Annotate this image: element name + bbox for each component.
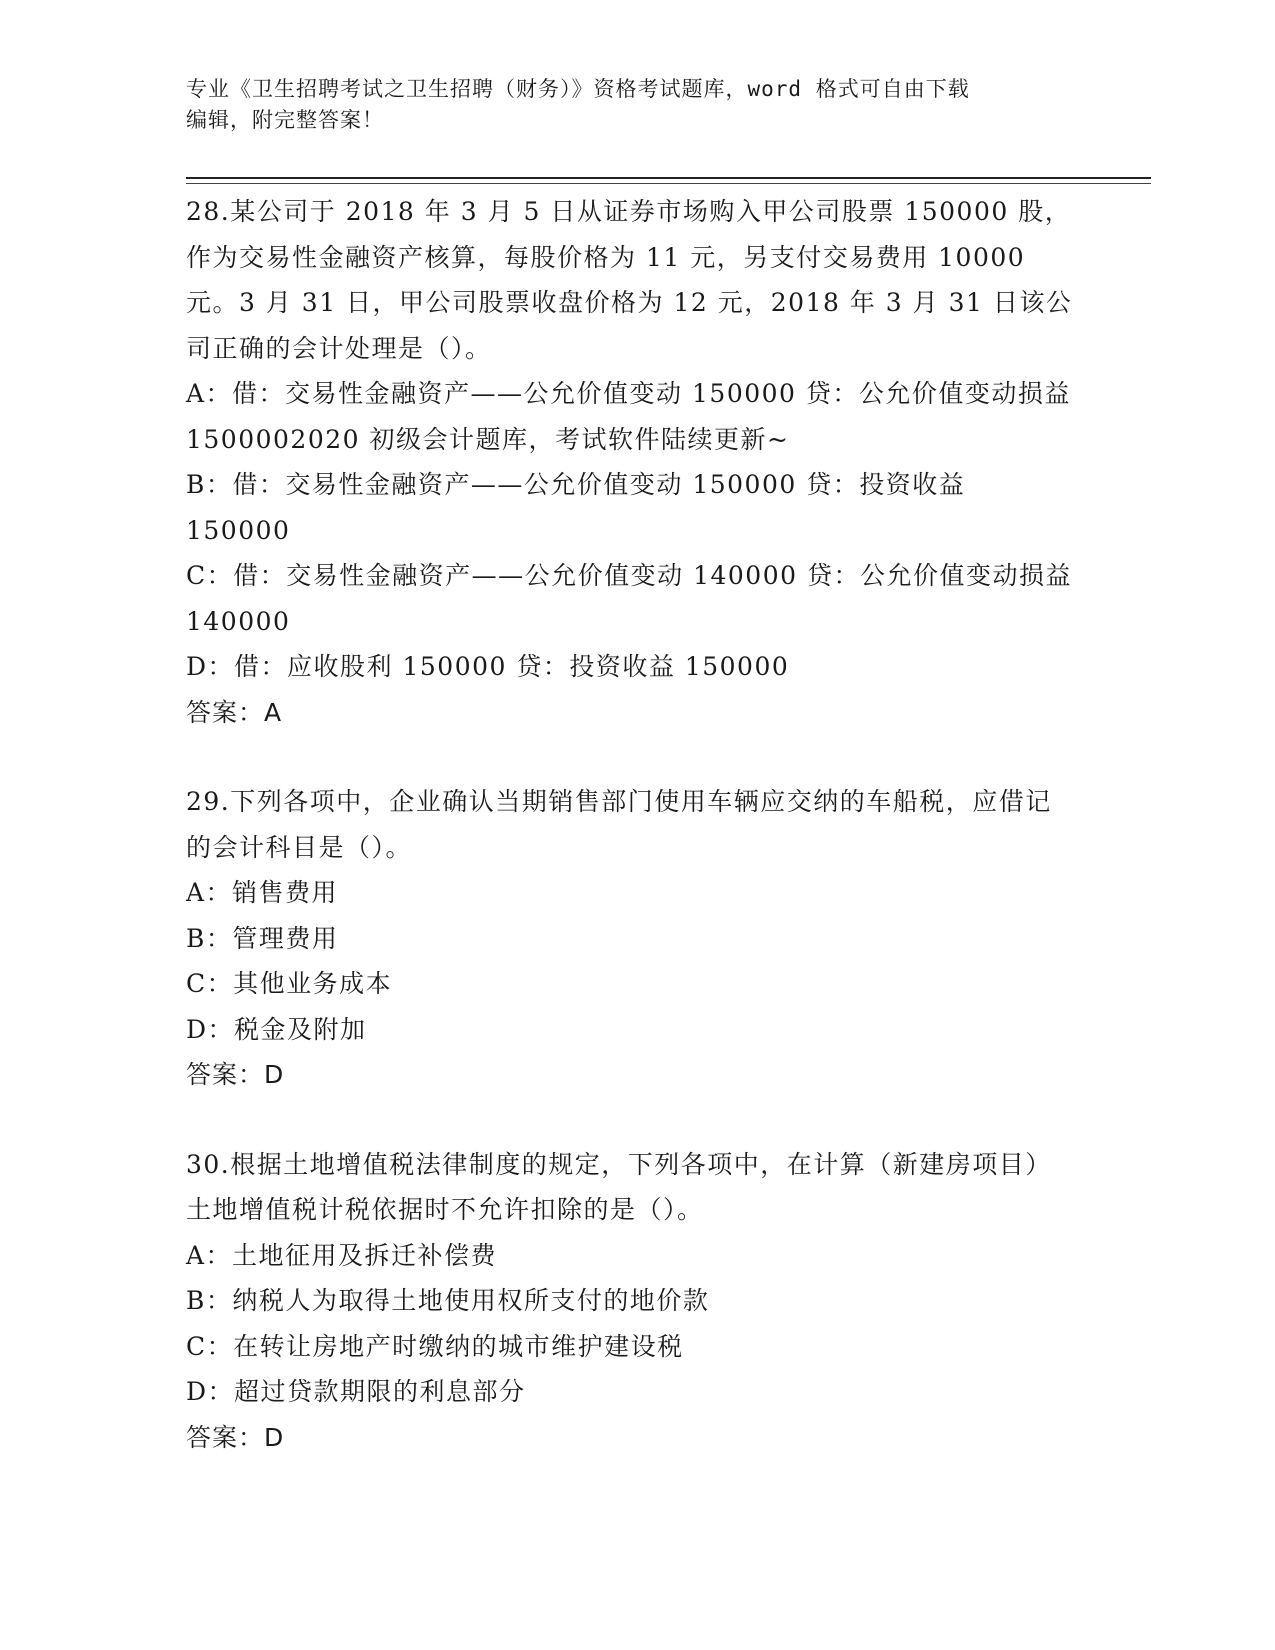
option-d: D：超过贷款期限的利息部分 [186,1377,526,1406]
option-b: B：纳税人为取得土地使用权所支付的地价款 [186,1286,710,1315]
question-28 [186,189,1076,735]
header-divider-thin [186,183,1151,184]
answer-label: 答案：D [186,1060,285,1089]
option-b: B：借：交易性金融资产——公允价值变动 150000 贷：投资收益 150000 [186,470,966,545]
option-d: D：借：应收股利 150000 贷：投资收益 150000 [186,652,790,681]
option-d: D：税金及附加 [186,1014,367,1044]
question-stem: 28.某公司于 2018 年 3 月 5 日从证券市场购入甲公司股票 150000 股，作为交易性金融资产核算，每股价格为 11 元，另支付交易费用 10000 元。3 月 31 日，甲公司股票收盘价格为 12 元，2018 年 3 月 31 日该公司正确的会计处理是（）。 [186,197,1073,363]
option-a: A：土地征用及拆迁补偿费 [186,1240,498,1270]
question-stem: 29.下列各项中，企业确认当期销售部门使用车辆应交纳的车船税，应借记的会计科目是（）。 [186,787,1052,862]
spacer [186,1098,1076,1142]
option-c: C：其他业务成本 [186,969,393,998]
document-header [186,74,1076,136]
option-b: B：管理费用 [186,923,339,953]
question-30 [186,1142,1076,1461]
header-line-2: 编辑，附完整答案！ [186,108,384,132]
question-list [186,189,1076,1460]
spacer [186,735,1076,779]
option-c: C：在转让房地产时缴纳的城市维护建设税 [186,1331,684,1361]
answer-label: 答案：A [186,697,283,727]
question-stem: 30.根据土地增值税法律制度的规定，下列各项中，在计算（新建房项目）土地增值税计税依据时不允许扣除的是（）。 [186,1149,1052,1224]
question-29 [186,779,1076,1098]
header-line-1: 专业《卫生招聘考试之卫生招聘（财务）》资格考试题库，word 格式可自由下载 [186,77,970,101]
option-a: A：借：交易性金融资产——公允价值变动 150000 贷：公允价值变动损益 1500002020 初级会计题库，考试软件陆续更新~ [186,379,1071,454]
option-c: C：借：交易性金融资产——公允价值变动 140000 贷：公允价值变动损益 140000 [186,561,1072,636]
answer-label: 答案：D [186,1422,285,1452]
option-a: A：销售费用 [186,878,339,907]
header-divider-thick [186,177,1151,179]
